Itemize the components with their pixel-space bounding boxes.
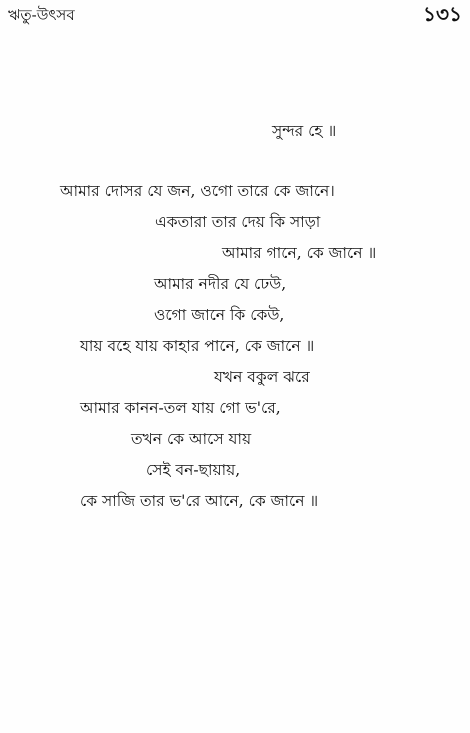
section-number <box>0 152 470 172</box>
verse-line <box>0 28 470 48</box>
verse-line: কে সাজি তার ভ'রে আনে, কে জানে ॥ <box>80 492 319 510</box>
running-header: ঋতু-উৎসব <box>8 6 75 24</box>
page-number: ১৩১ <box>423 2 462 26</box>
verse-line: আমার কানন-তল যায় গো ভ'রে, <box>80 399 281 417</box>
verse-line: যায় বহে যায় কাহার পানে, কে জানে ॥ <box>80 337 315 355</box>
verse-line: একতারা তার দেয় কি সাড়া <box>155 213 321 231</box>
verse-line: আমার গানে, কে জানে ॥ <box>222 244 377 262</box>
verse-line: তখন কে আসে যায় <box>131 430 252 448</box>
verse-line: সেই বন-ছায়ায়, <box>146 461 241 479</box>
verse-line: আমার নদীর যে ঢেউ, <box>154 275 287 293</box>
verse-line <box>0 675 470 695</box>
verse-line <box>0 90 470 110</box>
verse-line: আমার দোসর যে জন, ওগো তারে কে জানে। <box>60 182 335 200</box>
verse-line <box>0 551 470 571</box>
verse-line: যখন বকুল ঝরে <box>214 368 310 386</box>
verse-line <box>0 59 470 79</box>
verse-line <box>0 613 470 633</box>
verse-line: ওগো জানে কি কেউ, <box>154 306 285 324</box>
section-number <box>0 522 470 542</box>
verse-line <box>0 582 470 602</box>
verse-line: সুন্দর হে ॥ <box>272 122 337 140</box>
verse-line <box>0 644 470 664</box>
